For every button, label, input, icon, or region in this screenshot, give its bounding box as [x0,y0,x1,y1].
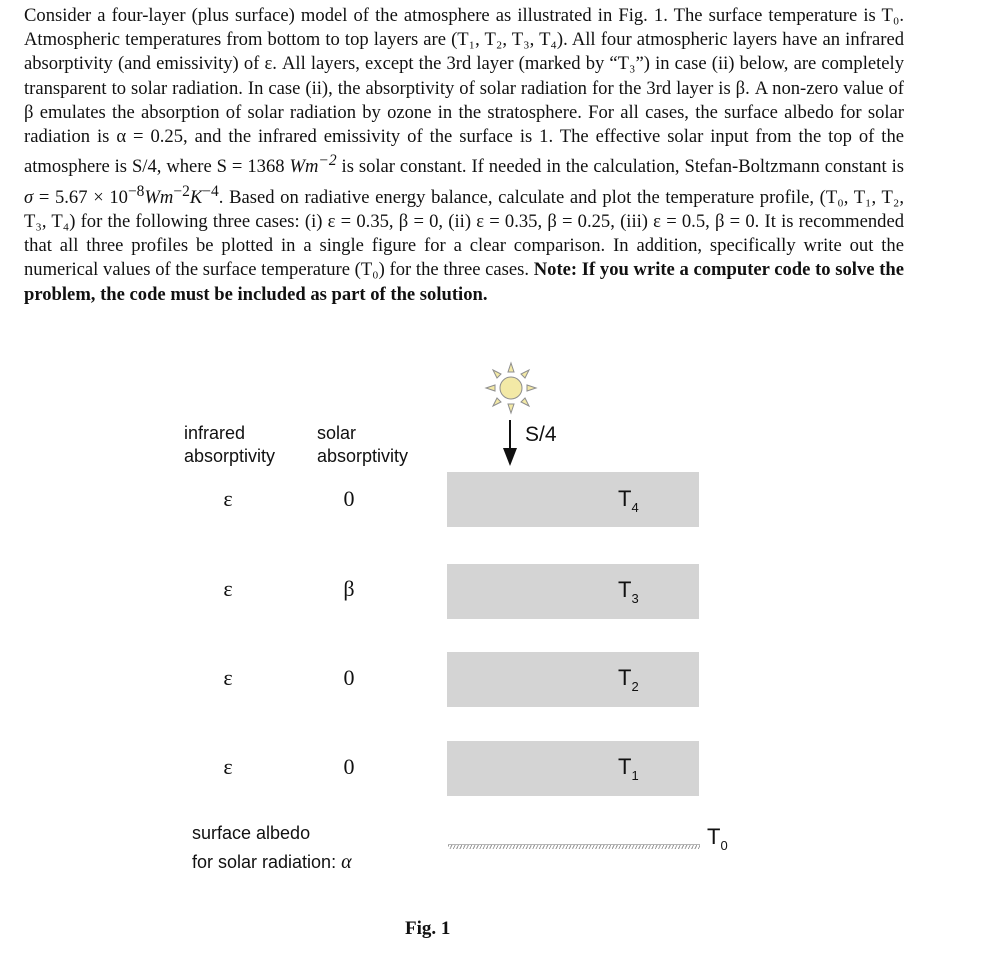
sigma-symbol: σ [24,186,34,208]
layer-4-solar-absorptivity: 0 [343,486,355,511]
temperature-symbol: T [618,665,632,690]
layer-1-temperature-label [618,754,639,783]
constant-text: = 5.67 × 10 [33,186,128,208]
layer-2-bar [447,652,699,707]
layer-2-temperature-label [618,665,639,694]
layer-2-solar-absorptivity: 0 [343,665,355,690]
unit-text: Wm [289,156,319,178]
layer-3-temperature-label [618,577,639,606]
note-text: Note: If you write a computer code to solve the problem, the code must be included as part of the solution. [24,259,904,305]
exponent-text: −4 [202,182,219,200]
surface-albedo-label [192,819,352,877]
temperature-subscript: 4 [631,500,639,515]
temperature-subscript: 1 [631,768,639,783]
figure-caption: Fig. 1 [405,918,451,939]
layer-3-bar [447,564,699,619]
layer-3-solar-absorptivity: β [343,576,355,601]
surface-temperature-label [707,824,728,853]
surface-label-line: surface albedo [192,823,311,843]
unit-text: Wm [144,186,174,208]
layer-4-bar [447,472,699,527]
surface-label-line [192,848,352,877]
temperature-subscript: 2 [631,679,639,694]
exponent-text: −2 [173,182,190,200]
solar-input-arrow-icon [500,418,520,470]
surface-ground [448,844,700,849]
temperature-subscript: 0 [720,838,728,853]
infrared-absorptivity-header [184,422,275,468]
problem-statement [24,4,904,307]
layer-3-ir-absorptivity: ε [223,576,233,601]
statement-text: . Based on radiative energy balance, calculate and plot the temperature profile, (T₀, T₁, T₂, T₃, T₄) for the following three cases: (i) ε = 0.35, β = 0, (ii) ε = 0.35, β = 0.25, (iii) ε = 0.5, β = 0. It is recommended that all three profiles be plotted in a single figure for a clear comparison. In addition, specifically write out the numerical values of the surface temperature (T₀) for the three cases. [24,186,904,281]
layer-1-ir-absorptivity: ε [223,754,233,779]
header-line: absorptivity [317,446,409,466]
statement-text: is solar constant. If needed in the calculation, Stefan-Boltzmann constant is [336,156,904,178]
temperature-subscript: 3 [631,591,639,606]
layer-2-ir-absorptivity: ε [223,665,233,690]
layer-1-bar [447,741,699,796]
temperature-symbol: T [618,577,632,602]
unit-text: K [189,186,203,208]
header-line: absorptivity [184,446,276,466]
header-line: solar [317,423,357,443]
solar-absorptivity-header [317,422,408,468]
solar-input-label: S/4 [525,423,557,446]
exponent-text: −2 [318,152,337,170]
layer-1-solar-absorptivity: 0 [343,754,355,779]
header-line: infrared [184,423,246,443]
exponent-text: −8 [127,182,145,200]
statement-text: Consider a four-layer (plus surface) model of the atmosphere as illustrated in Fig. 1. The surface temperature is T₀. Atmospheric temperatures from bottom to top layers are (T₁, T₂, T₃, T₄). All four atmospheric layers have an infrared absorptivity (and emissivity) of ε. All layers, except the 3rd layer (marked by “T₃”) in case (ii) below, are completely transparent to solar radiation. In case (ii), the absorptivity of solar radiation for the 3rd layer is β. A non-zero value of β emulates the absorption of solar radiation by ozone in the stratosphere. For all cases, the surface albedo for solar radiation is α = 0.25, and the infrared emissivity of the surface is 1. The effective solar input from the top of the atmosphere is S/4, where S = 1368 [24,5,904,178]
surface-label-text: for solar radiation: [192,852,342,872]
temperature-symbol: T [707,824,721,849]
sun-icon [483,360,539,416]
layer-4-temperature-label [618,486,639,515]
alpha-symbol: α [341,851,352,873]
layer-4-ir-absorptivity: ε [223,486,233,511]
temperature-symbol: T [618,754,632,779]
temperature-symbol: T [618,486,632,511]
